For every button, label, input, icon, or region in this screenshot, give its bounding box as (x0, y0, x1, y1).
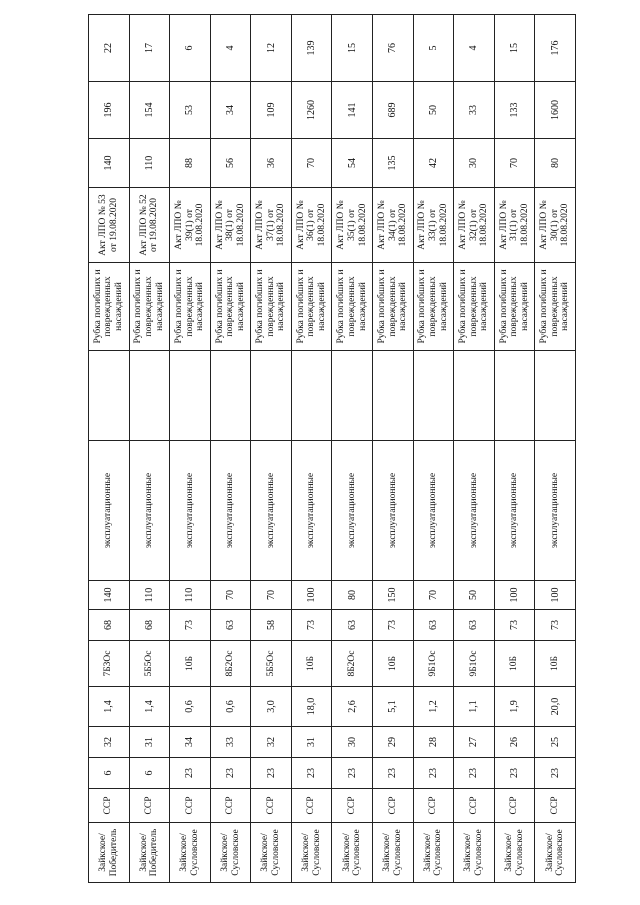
cell-composition: 10Б (373, 641, 414, 687)
cell-value-b: 133 (494, 82, 535, 139)
cell-value-b: 50 (413, 82, 454, 139)
cell-cause: Рубка погибших и поврежденных насаждений (210, 263, 251, 351)
cell-stock: 70 (413, 581, 454, 610)
cell-empty (332, 351, 373, 441)
cell-act: Акт ЛПО № 37(1) от 18.08.2020 (251, 188, 292, 263)
cell-category: эксплуатационные (373, 441, 414, 581)
cell-composition: 10Б (291, 641, 332, 687)
cell-place: Зайкское/ Сусловское (251, 823, 292, 883)
cell-empty (494, 351, 535, 441)
cell-category: эксплуатационные (535, 441, 576, 581)
cell-value-a: 80 (535, 139, 576, 188)
cell-group: ССР (89, 789, 130, 823)
cell-section: 29 (373, 727, 414, 758)
cell-place: Зайкское/ Сусловское (494, 823, 535, 883)
cell-area: 1,4 (129, 687, 170, 727)
cell-category: эксплуатационные (129, 441, 170, 581)
cell-value-b: 141 (332, 82, 373, 139)
cell-category: эксплуатационные (89, 441, 130, 581)
cell-age: 73 (291, 610, 332, 641)
cell-empty (170, 351, 211, 441)
cell-value-b: 109 (251, 82, 292, 139)
cell-section: 27 (454, 727, 495, 758)
cell-cause: Рубка погибших и поврежденных насаждений (413, 263, 454, 351)
cell-empty (291, 351, 332, 441)
cell-age: 73 (170, 610, 211, 641)
cell-value-c: 4 (210, 15, 251, 82)
cell-value-b: 33 (454, 82, 495, 139)
cell-group: ССР (454, 789, 495, 823)
cell-act: Акт ЛПО № 34(1) от 18.08.2020 (373, 188, 414, 263)
cell-place: Зайкское/ Победитель (89, 823, 130, 883)
table-row (291, 15, 332, 883)
cell-area: 0,6 (210, 687, 251, 727)
cell-category: эксплуатационные (251, 441, 292, 581)
cell-act: Акт ЛПО № 33(1) от 18.08.2020 (413, 188, 454, 263)
cell-quarter: 23 (170, 758, 211, 789)
cell-quarter: 23 (251, 758, 292, 789)
cell-area: 20,0 (535, 687, 576, 727)
cell-act: Акт ЛПО № 38(1) от 18.08.2020 (210, 188, 251, 263)
cell-quarter: 23 (291, 758, 332, 789)
cell-empty (89, 351, 130, 441)
cell-composition: 10Б (170, 641, 211, 687)
table-row (494, 15, 535, 883)
cell-value-b: 196 (89, 82, 130, 139)
cell-place: Зайкское/ Сусловское (373, 823, 414, 883)
table-row (210, 15, 251, 883)
felling-table (88, 14, 576, 883)
cell-act: Акт ЛПО № 32(1) от 18.08.2020 (454, 188, 495, 263)
cell-value-a: 135 (373, 139, 414, 188)
cell-value-a: 70 (291, 139, 332, 188)
cell-composition: 7Б3Ос (89, 641, 130, 687)
table-row (89, 15, 130, 883)
cell-value-c: 6 (170, 15, 211, 82)
cell-stock: 70 (210, 581, 251, 610)
cell-empty (413, 351, 454, 441)
cell-place: Зайкское/ Сусловское (454, 823, 495, 883)
cell-category: эксплуатационные (210, 441, 251, 581)
cell-value-a: 70 (494, 139, 535, 188)
cell-section: 34 (170, 727, 211, 758)
cell-area: 1,9 (494, 687, 535, 727)
cell-place: Зайкское/ Сусловское (291, 823, 332, 883)
cell-age: 73 (373, 610, 414, 641)
cell-category: эксплуатационные (413, 441, 454, 581)
cell-value-c: 22 (89, 15, 130, 82)
cell-stock: 100 (494, 581, 535, 610)
cell-category: эксплуатационные (494, 441, 535, 581)
cell-value-a: 42 (413, 139, 454, 188)
cell-act: Акт ЛПО № 31(1) от 18.08.2020 (494, 188, 535, 263)
cell-area: 1,4 (89, 687, 130, 727)
rotated-page (88, 15, 576, 883)
cell-place: Зайкское/ Сусловское (535, 823, 576, 883)
cell-value-c: 4 (454, 15, 495, 82)
cell-stock: 70 (251, 581, 292, 610)
cell-place: Зайкское/ Сусловское (413, 823, 454, 883)
cell-quarter: 23 (210, 758, 251, 789)
cell-value-a: 36 (251, 139, 292, 188)
cell-area: 18,0 (291, 687, 332, 727)
cell-composition: 5Б5Ос (129, 641, 170, 687)
cell-section: 33 (210, 727, 251, 758)
cell-value-c: 139 (291, 15, 332, 82)
cell-group: ССР (413, 789, 454, 823)
cell-composition: 8Б2Ос (332, 641, 373, 687)
cell-value-c: 76 (373, 15, 414, 82)
cell-area: 1,2 (413, 687, 454, 727)
cell-composition: 5Б5Ос (251, 641, 292, 687)
cell-section: 31 (291, 727, 332, 758)
cell-area: 5,1 (373, 687, 414, 727)
cell-act: Акт ЛПО № 52 от 19.08.2020 (129, 188, 170, 263)
cell-area: 2,6 (332, 687, 373, 727)
cell-value-b: 34 (210, 82, 251, 139)
cell-empty (373, 351, 414, 441)
table-row (332, 15, 373, 883)
cell-group: ССР (494, 789, 535, 823)
cell-category: эксплуатационные (332, 441, 373, 581)
cell-empty (535, 351, 576, 441)
cell-stock: 50 (454, 581, 495, 610)
cell-cause: Рубка погибших и поврежденных насаждений (129, 263, 170, 351)
cell-value-c: 15 (494, 15, 535, 82)
cell-value-a: 56 (210, 139, 251, 188)
cell-cause: Рубка погибших и поврежденных насаждений (535, 263, 576, 351)
cell-category: эксплуатационные (170, 441, 211, 581)
cell-value-a: 110 (129, 139, 170, 188)
cell-cause: Рубка погибших и поврежденных насаждений (291, 263, 332, 351)
cell-age: 63 (210, 610, 251, 641)
cell-empty (454, 351, 495, 441)
cell-age: 63 (332, 610, 373, 641)
cell-cause: Рубка погибших и поврежденных насаждений (89, 263, 130, 351)
table-row (129, 15, 170, 883)
cell-act: Акт ЛПО № 30(1) от 18.08.2020 (535, 188, 576, 263)
cell-section: 28 (413, 727, 454, 758)
cell-empty (251, 351, 292, 441)
cell-cause: Рубка погибших и поврежденных насаждений (251, 263, 292, 351)
cell-value-b: 1260 (291, 82, 332, 139)
cell-age: 63 (413, 610, 454, 641)
cell-value-c: 17 (129, 15, 170, 82)
cell-cause: Рубка погибших и поврежденных насаждений (373, 263, 414, 351)
cell-value-a: 54 (332, 139, 373, 188)
table-row (454, 15, 495, 883)
cell-stock: 100 (535, 581, 576, 610)
cell-composition: 8Б2Ос (210, 641, 251, 687)
cell-act: Акт ЛПО № 35(1) от 18.08.2020 (332, 188, 373, 263)
table-row (413, 15, 454, 883)
cell-quarter: 23 (332, 758, 373, 789)
cell-value-a: 30 (454, 139, 495, 188)
cell-group: ССР (291, 789, 332, 823)
cell-composition: 10Б (494, 641, 535, 687)
cell-stock: 110 (170, 581, 211, 610)
cell-category: эксплуатационные (454, 441, 495, 581)
table-row (170, 15, 211, 883)
cell-stock: 150 (373, 581, 414, 610)
cell-value-b: 53 (170, 82, 211, 139)
cell-stock: 140 (89, 581, 130, 610)
cell-value-a: 140 (89, 139, 130, 188)
cell-place: Зайкское/ Сусловское (170, 823, 211, 883)
cell-empty (210, 351, 251, 441)
cell-group: ССР (210, 789, 251, 823)
cell-section: 32 (251, 727, 292, 758)
cell-cause: Рубка погибших и поврежденных насаждений (170, 263, 211, 351)
cell-act: Акт ЛПО № 39(1) от 18.08.2020 (170, 188, 211, 263)
table-row (535, 15, 576, 883)
cell-quarter: 23 (535, 758, 576, 789)
cell-category: эксплуатационные (291, 441, 332, 581)
cell-group: ССР (332, 789, 373, 823)
cell-area: 3,0 (251, 687, 292, 727)
cell-composition: 10Б (535, 641, 576, 687)
cell-group: ССР (170, 789, 211, 823)
cell-age: 68 (89, 610, 130, 641)
cell-value-a: 88 (170, 139, 211, 188)
table-row (251, 15, 292, 883)
cell-group: ССР (373, 789, 414, 823)
cell-area: 1,1 (454, 687, 495, 727)
cell-cause: Рубка погибших и поврежденных насаждений (494, 263, 535, 351)
cell-group: ССР (129, 789, 170, 823)
cell-age: 73 (535, 610, 576, 641)
cell-age: 58 (251, 610, 292, 641)
cell-quarter: 23 (373, 758, 414, 789)
cell-section: 30 (332, 727, 373, 758)
cell-composition: 9Б1Ос (454, 641, 495, 687)
cell-quarter: 23 (494, 758, 535, 789)
cell-quarter: 6 (89, 758, 130, 789)
cell-section: 32 (89, 727, 130, 758)
cell-section: 31 (129, 727, 170, 758)
cell-empty (129, 351, 170, 441)
cell-stock: 110 (129, 581, 170, 610)
cell-place: Зайкское/ Победитель (129, 823, 170, 883)
cell-quarter: 6 (129, 758, 170, 789)
table-row (373, 15, 414, 883)
cell-quarter: 23 (454, 758, 495, 789)
cell-place: Зайкское/ Сусловское (210, 823, 251, 883)
cell-quarter: 23 (413, 758, 454, 789)
cell-value-c: 5 (413, 15, 454, 82)
cell-age: 68 (129, 610, 170, 641)
cell-area: 0,6 (170, 687, 211, 727)
cell-value-b: 154 (129, 82, 170, 139)
cell-place: Зайкское/ Сусловское (332, 823, 373, 883)
cell-value-c: 12 (251, 15, 292, 82)
cell-group: ССР (251, 789, 292, 823)
cell-age: 63 (454, 610, 495, 641)
cell-act: Акт ЛПО № 36(1) от 18.08.2020 (291, 188, 332, 263)
cell-stock: 100 (291, 581, 332, 610)
cell-age: 73 (494, 610, 535, 641)
cell-section: 26 (494, 727, 535, 758)
cell-value-b: 689 (373, 82, 414, 139)
cell-stock: 80 (332, 581, 373, 610)
cell-value-c: 176 (535, 15, 576, 82)
cell-section: 25 (535, 727, 576, 758)
cell-group: ССР (535, 789, 576, 823)
cell-value-c: 15 (332, 15, 373, 82)
cell-act: Акт ЛПО № 53 от 19.08.2020 (89, 188, 130, 263)
table-body (89, 15, 576, 883)
cell-value-b: 1600 (535, 82, 576, 139)
cell-composition: 9Б1Ос (413, 641, 454, 687)
cell-cause: Рубка погибших и поврежденных насаждений (454, 263, 495, 351)
cell-cause: Рубка погибших и поврежденных насаждений (332, 263, 373, 351)
